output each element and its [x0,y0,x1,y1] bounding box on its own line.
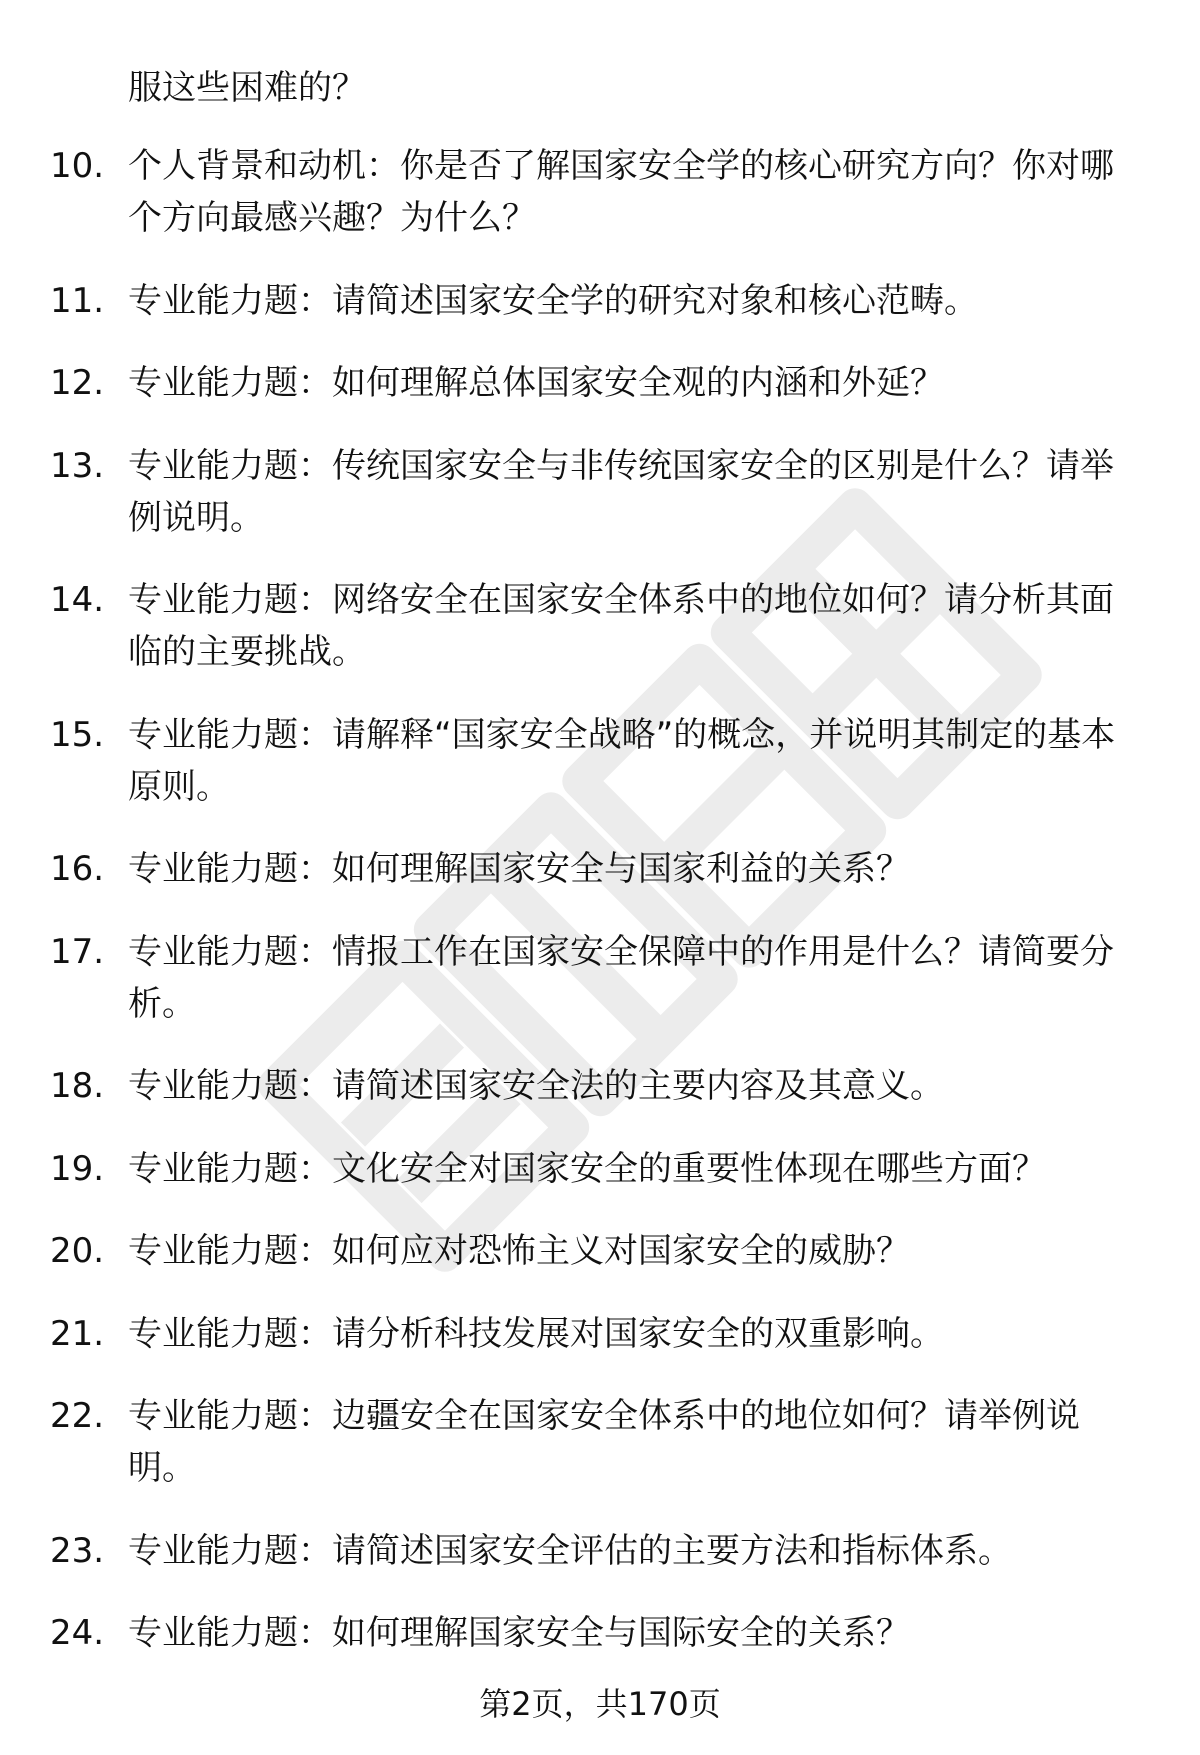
question-list [50,140,1150,1690]
question-text: 专业能力题：边疆安全在国家安全体系中的地位如何？请举例说明。 [128,1396,1080,1488]
question-number: 22. [50,1396,105,1436]
question-text: 专业能力题：请解释“国家安全战略”的概念，并说明其制定的基本原则。 [128,714,1116,807]
question-number: 12. [50,363,105,403]
question-number: 16. [50,849,105,889]
question-item [50,1225,1150,1277]
question-text: 专业能力题：请简述国家安全评估的主要方法和指标体系。 [128,1530,1012,1571]
question-text: 专业能力题：请分析科技发展对国家安全的双重影响。 [128,1313,944,1354]
question-item [50,574,1150,678]
question-item [50,843,1150,895]
question-text: 专业能力题：如何应对恐怖主义对国家安全的威胁？ [128,1231,910,1271]
question-text: 专业能力题：文化安全对国家安全的重要性体现在哪些方面？ [128,1148,1046,1189]
question-number: 21. [50,1313,105,1354]
question-number: 18. [50,1066,105,1106]
question-item [50,275,1150,327]
question-item [50,1308,1150,1360]
question-item [50,440,1150,544]
question-item [50,1525,1150,1577]
question-number: 23. [50,1530,105,1571]
question-text: 专业能力题：请简述国家安全法的主要内容及其意义。 [128,1066,944,1106]
question-item [50,357,1150,409]
question-text: 专业能力题：请简述国家安全学的研究对象和核心范畴。 [128,280,978,321]
continued-question-text: 服这些困难的？ [128,68,366,108]
question-item [50,926,1150,1030]
page-footer: 第2页，共170页 [479,1685,721,1723]
question-text: 专业能力题：传统国家安全与非传统国家安全的区别是什么？请举例说明。 [128,445,1114,538]
question-item [50,1060,1150,1112]
question-text: 专业能力题：如何理解总体国家安全观的内涵和外延？ [128,363,944,403]
question-number: 14. [50,580,105,620]
question-text: 个人背景和动机：你是否了解国家安全学的核心研究方向？你对哪个方向最感兴趣？为什么？ [128,146,1114,238]
question-item [50,1143,1150,1195]
question-text: 专业能力题：如何理解国家安全与国际安全的关系？ [128,1613,910,1653]
question-item [50,140,1150,244]
question-text: 专业能力题：情报工作在国家安全保障中的作用是什么？请简要分析。 [128,931,1114,1024]
question-item [50,1607,1150,1659]
question-text: 专业能力题：如何理解国家安全与国家利益的关系？ [128,849,910,889]
question-item [50,709,1150,813]
question-number: 24. [50,1613,105,1653]
question-number: 17. [50,931,105,972]
question-text: 专业能力题：网络安全在国家安全体系中的地位如何？请分析其面临的主要挑战。 [128,580,1114,672]
question-item [50,1390,1150,1494]
question-number: 19. [50,1148,105,1189]
question-number: 10. [50,146,105,186]
question-number: 15. [50,714,105,755]
question-number: 11. [50,280,105,321]
question-number: 13. [50,445,105,486]
question-number: 20. [50,1231,105,1271]
